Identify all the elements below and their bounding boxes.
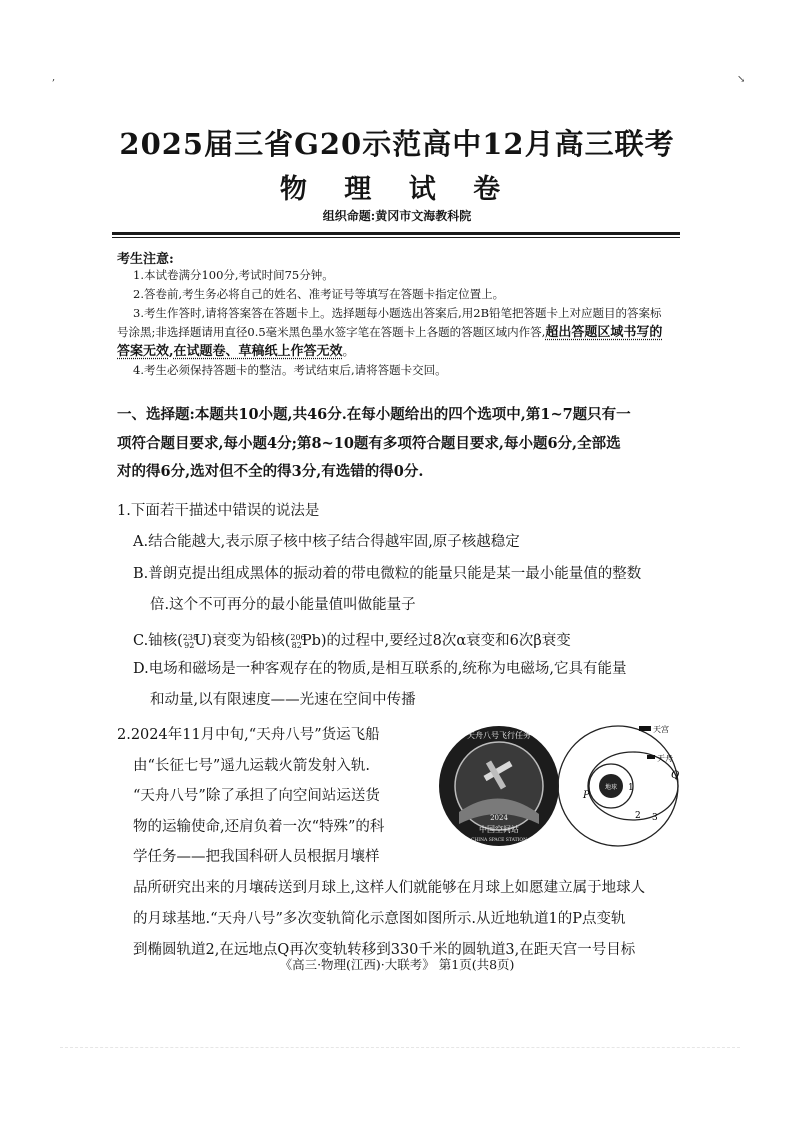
lead-atomic-number: 82 — [291, 641, 302, 650]
badge-mission-name: 天舟八号飞行任务 — [467, 731, 531, 740]
uranium-mass-number: 238 — [182, 633, 199, 642]
lead-symbol: Pb — [301, 633, 321, 649]
question-2-intro — [117, 720, 427, 873]
lead-mass-number: 206 — [290, 633, 306, 642]
question-1-option-a: A.结合能越大,表示原子核中核子结合得越牢固,原子核越稳定 — [133, 534, 520, 550]
notice-block — [117, 266, 683, 380]
notice-period: 。 — [342, 344, 355, 358]
orbit-2-label: 2 — [635, 811, 641, 821]
question-2-line-4: 物的运输使命,还肩负着一次“特殊”的科 — [133, 818, 385, 835]
question-2-line-1: 2.2024年11月中旬,“天舟八号”货运飞船 — [117, 727, 380, 743]
notice-emphasis-1: 超出答题区域书写的 — [545, 325, 663, 340]
question-1-option-d-cont: 和动量,以有限速度——光速在空间中传播 — [150, 692, 416, 708]
point-q-label: Q — [671, 770, 680, 781]
tiangong-label: 天宫 — [653, 725, 669, 734]
notice-item-4: 4.考生必须保持答题卡的整洁。考试结束后,请将答题卡交回。 — [133, 363, 447, 377]
notice-emphasis-2: 答案无效 — [117, 344, 170, 359]
option-c-prefix: C.铀核( — [133, 633, 183, 649]
section-1-line-2: 项符合题目要求,每小题4分;第8~10题有多项符合题目要求,每小题6分,全部选 — [117, 434, 621, 452]
page-footer: 《高三·物理(江西)·大联考》 第1页(共8页) — [279, 957, 515, 972]
notice-item-3: 3.考生作答时,请将答案答在答题卡上。选择题每小题选出答案后,用2B铅笔把答题卡上对应题目的答案标 — [133, 306, 662, 320]
question-1-stem: 1.下面若干描述中错误的说法是 — [117, 503, 320, 519]
header-rule-thick — [112, 232, 680, 235]
option-c-suffix: )的过程中,要经过8次α衰变和6次β衰变 — [320, 633, 571, 649]
tianzhou-label: 天舟 — [657, 754, 673, 763]
header-rule-thin — [112, 237, 680, 238]
scan-mark-left: , — [52, 72, 56, 83]
badge-year: 2024 — [490, 814, 508, 822]
option-c-mid: )衰变为铅核( — [206, 633, 291, 649]
notice-comma: , — [169, 344, 174, 359]
earth-label: 地球 — [604, 784, 618, 791]
badge-station-en: CHINA SPACE STATION — [470, 838, 528, 843]
point-p-label: P — [583, 790, 590, 801]
orbit-diagram — [556, 718, 696, 850]
question-1-option-d: D.电场和磁场是一种客观存在的物质,是相互联系的,统称为电磁场,它具有能量 — [133, 661, 627, 677]
question-2-line-8: 到椭圆轨道2,在远地点Q再次变轨转移到330千米的圆轨道3,在距天宫一号目标 — [133, 942, 636, 958]
exam-title: 2025届三省G20示范高中12月高三联考 — [119, 127, 675, 161]
notice-item-3-text: 号涂黑;非选择题请用直径0.5毫米黑色墨水签字笔在答题卡上各题的答题区域内作答, — [117, 325, 546, 339]
question-2-line-5: 学任务——把我国科研人员根据月壤样 — [133, 849, 380, 865]
subject-title: 物 理 试 卷 — [279, 174, 515, 205]
notice-heading: 考生注意: — [117, 252, 174, 267]
section-1-line-1: 一、选择题:本题共10小题,共46分.在每小题给出的四个选项中,第1~7题只有一 — [117, 406, 631, 423]
notice-item-1: 1.本试卷满分100分,考试时间75分钟。 — [133, 268, 334, 282]
question-1-option-b-cont: 倍.这个不可再分的最小能量值叫做能量子 — [150, 597, 416, 613]
question-2-line-6: 品所研究出来的月壤砖送到月球上,这样人们就能够在月球上如愿建立属于地球人 — [133, 880, 646, 896]
notice-item-3-end — [117, 342, 683, 361]
question-2-body — [117, 873, 697, 966]
question-1-option-b: B.普朗克提出组成黑体的振动着的带电微粒的能量只能是某一最小能量值的整数 — [133, 566, 642, 582]
question-2-line-3: “天舟八号”除了承担了向空间站运送货 — [133, 788, 380, 804]
scan-mark-right: ↘ — [737, 74, 746, 85]
section-1-line-3: 对的得6分,选对但不全的得3分,有选错的得0分. — [117, 463, 424, 480]
mission-badge — [437, 724, 561, 848]
organizer: 组织命题:黄冈市文海教科院 — [322, 209, 472, 223]
orbit-1-label: 1 — [628, 783, 634, 793]
notice-emphasis-3: 在试题卷、草稿纸上作答无效 — [173, 344, 343, 359]
question-2-line-2: 由“长征七号”遥九运载火箭发射入轨. — [133, 757, 370, 774]
page-bottom-edge — [60, 1047, 740, 1048]
badge-station-cn: 中国空间站 — [479, 825, 519, 834]
tiangong-icon — [639, 726, 651, 731]
tianzhou-icon — [647, 755, 655, 759]
notice-item-2: 2.答卷前,考生务必将自己的姓名、准考证号等填写在答题卡指定位置上。 — [133, 287, 505, 301]
question-2-line-7: 的月球基地.“天舟八号”多次变轨简化示意图如图所示.从近地轨道1的P点变轨 — [133, 911, 626, 927]
orbit-3-label: 3 — [652, 813, 658, 823]
section-1-instructions — [117, 401, 687, 487]
notice-item-3-cont — [117, 323, 683, 342]
uranium-atomic-number: 92 — [184, 641, 195, 650]
uranium-symbol: U — [194, 633, 207, 649]
